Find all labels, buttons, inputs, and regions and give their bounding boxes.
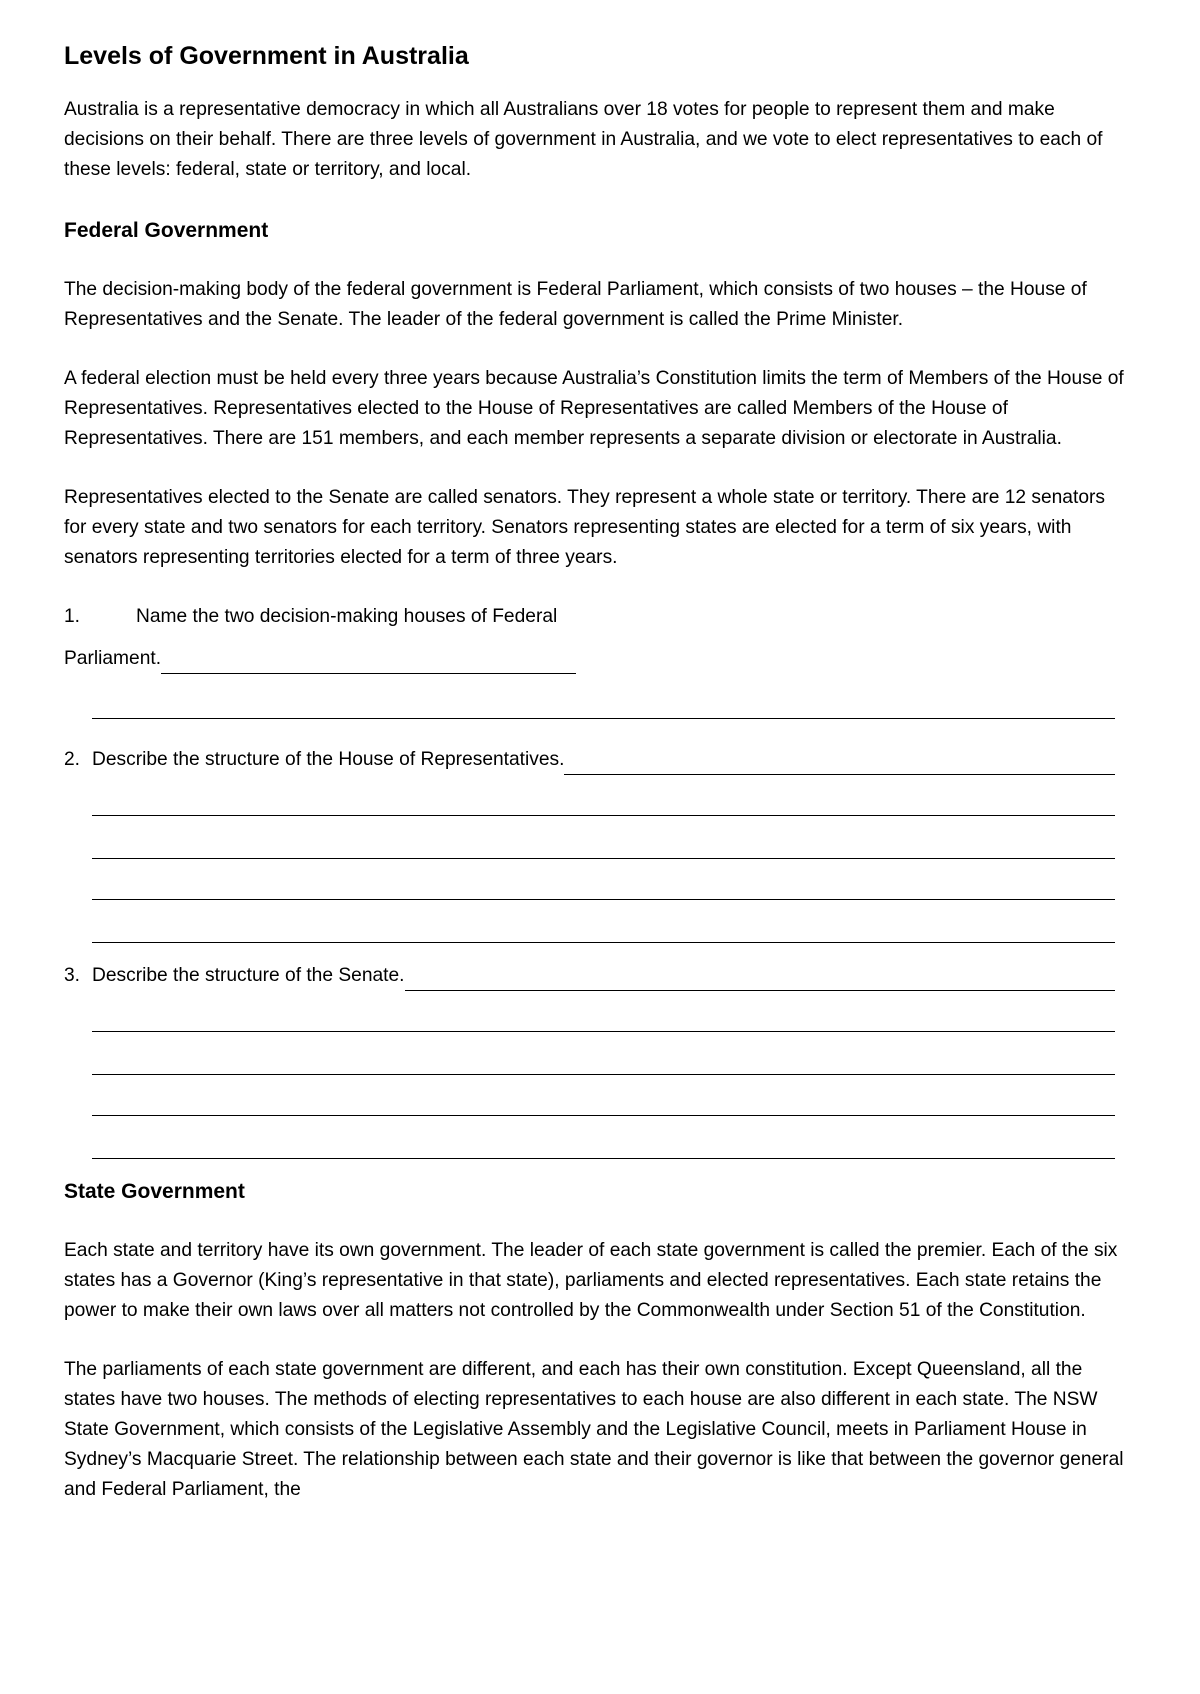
- question-1-answer-blank[interactable]: [161, 651, 576, 674]
- question-1-number: 1.: [64, 605, 81, 627]
- question-1-text-continued: Parliament.: [64, 647, 162, 669]
- state-paragraph-2: The parliaments of each state government are different, and each has their own constitution. Except Queensland, all the states have two houses. The methods of electing representatives to each house are also different in each state. The NSW State Government, which consists of the Legislative Assembly and the Legislative Council, meets in Parliament House in Sydney’s Macquarie Street. The relationship between each state and their governor is like that between the governor general and Federal Parliament, the: [64, 1358, 1124, 1500]
- question-3-number: 3.: [64, 964, 81, 986]
- question-2: [64, 745, 1115, 775]
- state-paragraph-1: Each state and territory have its own government. The leader of each state government is called the premier. Each of the six states has a Governor (King’s representative in that state), parliaments and elected representatives. Each state retains the power to make their own laws over all matters not controlled by the Commonwealth under Section 51 of the Constitution.: [64, 1239, 1118, 1321]
- state-heading: State Government: [64, 1179, 245, 1203]
- federal-heading: Federal Government: [64, 218, 269, 242]
- question-3-answer-blank[interactable]: [405, 968, 1116, 991]
- question-2-number: 2.: [64, 748, 81, 770]
- worksheet-page: [64, 40, 1124, 1534]
- page-title: Levels of Government in Australia: [64, 42, 469, 70]
- question-1-continued: [64, 644, 1124, 674]
- question-1: [64, 602, 1124, 632]
- intro-paragraph: Australia is a representative democracy in which all Australians over 18 votes for people to represent them and make decisions on their behalf. There are three levels of government in Australia, and we vote to elect representatives to each of these levels: federal, state or territory, and local.: [64, 98, 1103, 180]
- question-1-text: Name the two decision-making houses of Federal: [136, 605, 558, 627]
- federal-paragraph-1: The decision-making body of the federal government is Federal Parliament, which consists of two houses – the House of Representatives and the Senate. The leader of the federal government is called the Prime Minister.: [64, 278, 1087, 330]
- question-2-text: Describe the structure of the House of Representatives.: [92, 748, 565, 770]
- question-3-text: Describe the structure of the Senate.: [92, 964, 405, 986]
- federal-paragraph-3: Representatives elected to the Senate are called senators. They represent a whole state or territory. There are 12 senators for every state and two senators for each territory. Senators representing states are elected for a term of six years, with senators representing territories elected for a term of three years.: [64, 486, 1105, 568]
- question-2-answer-blank[interactable]: [564, 752, 1115, 775]
- federal-paragraph-2: A federal election must be held every three years because Australia’s Constitution limits the term of Members of the House of Representatives. Representatives elected to the House of Representatives are called Members of the House of Representatives. There are 151 members, and each member represents a separate division or electorate in Australia.: [64, 367, 1124, 449]
- question-3: [64, 961, 1115, 991]
